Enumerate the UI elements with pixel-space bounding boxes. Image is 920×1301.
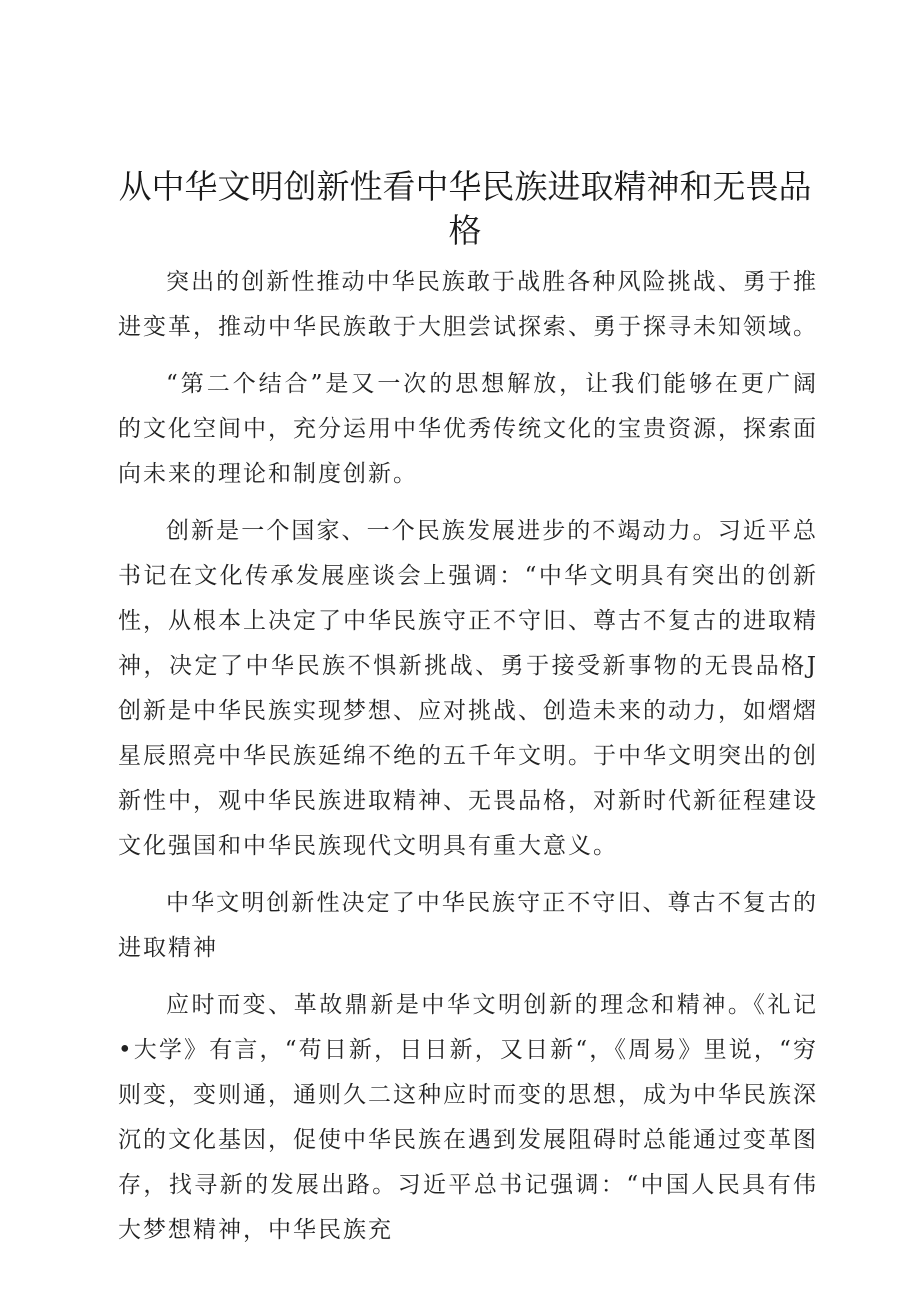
paragraph: 应时而变、革故鼎新是中华文明创新的理念和精神。《礼记•大学》有言，“苟日新，日日新，又日新“，《周易》里说，“穷则变，变则通，通则久二这种应时而变的思想，成为中华民族深沉的文化基因，促使中华民族在遇到发展阻碍时总能通过变革图存，找寻新的发展出路。习近平总书记强调：“中国人民具有伟大梦想精神，中华民族充 [118,992,818,1243]
section-heading: 中华文明创新性决定了中华民族守正不守旧、尊古不复古的进取精神 [118,890,818,961]
paragraph: “第二个结合”是又一次的思想解放，让我们能够在更广阔的文化空间中，充分运用中华优秀传统文化的宝贵资源，探索面向未来的理论和制度创新。 [118,371,818,487]
paragraph: 突出的创新性推动中华民族敢于战胜各种风险挑战、勇于推进变革，推动中华民族敢于大胆尝试探索、勇于探寻未知领域。 [118,269,818,340]
document-title: 从中华文明创新性看中华民族进取精神和无畏品格 [118,167,812,250]
document-body [118,260,818,1265]
paragraph: 创新是一个国家、一个民族发展进步的不竭动力。习近平总书记在文化传承发展座谈会上强调：“中华文明具有突出的创新性，从根本上决定了中华民族守正不守旧、尊古不复古的进取精神，决定了中华民族不惧新挑战、勇于接受新事物的无畏品格J创新是中华民族实现梦想、应对挑战、创造未来的动力，如熠熠星辰照亮中华民族延绵不绝的五千年文明。于中华文明突出的创新性中，观中华民族进取精神、无畏品格，对新时代新征程建设文化强国和中华民族现代文明具有重大意义。 [118,518,818,859]
